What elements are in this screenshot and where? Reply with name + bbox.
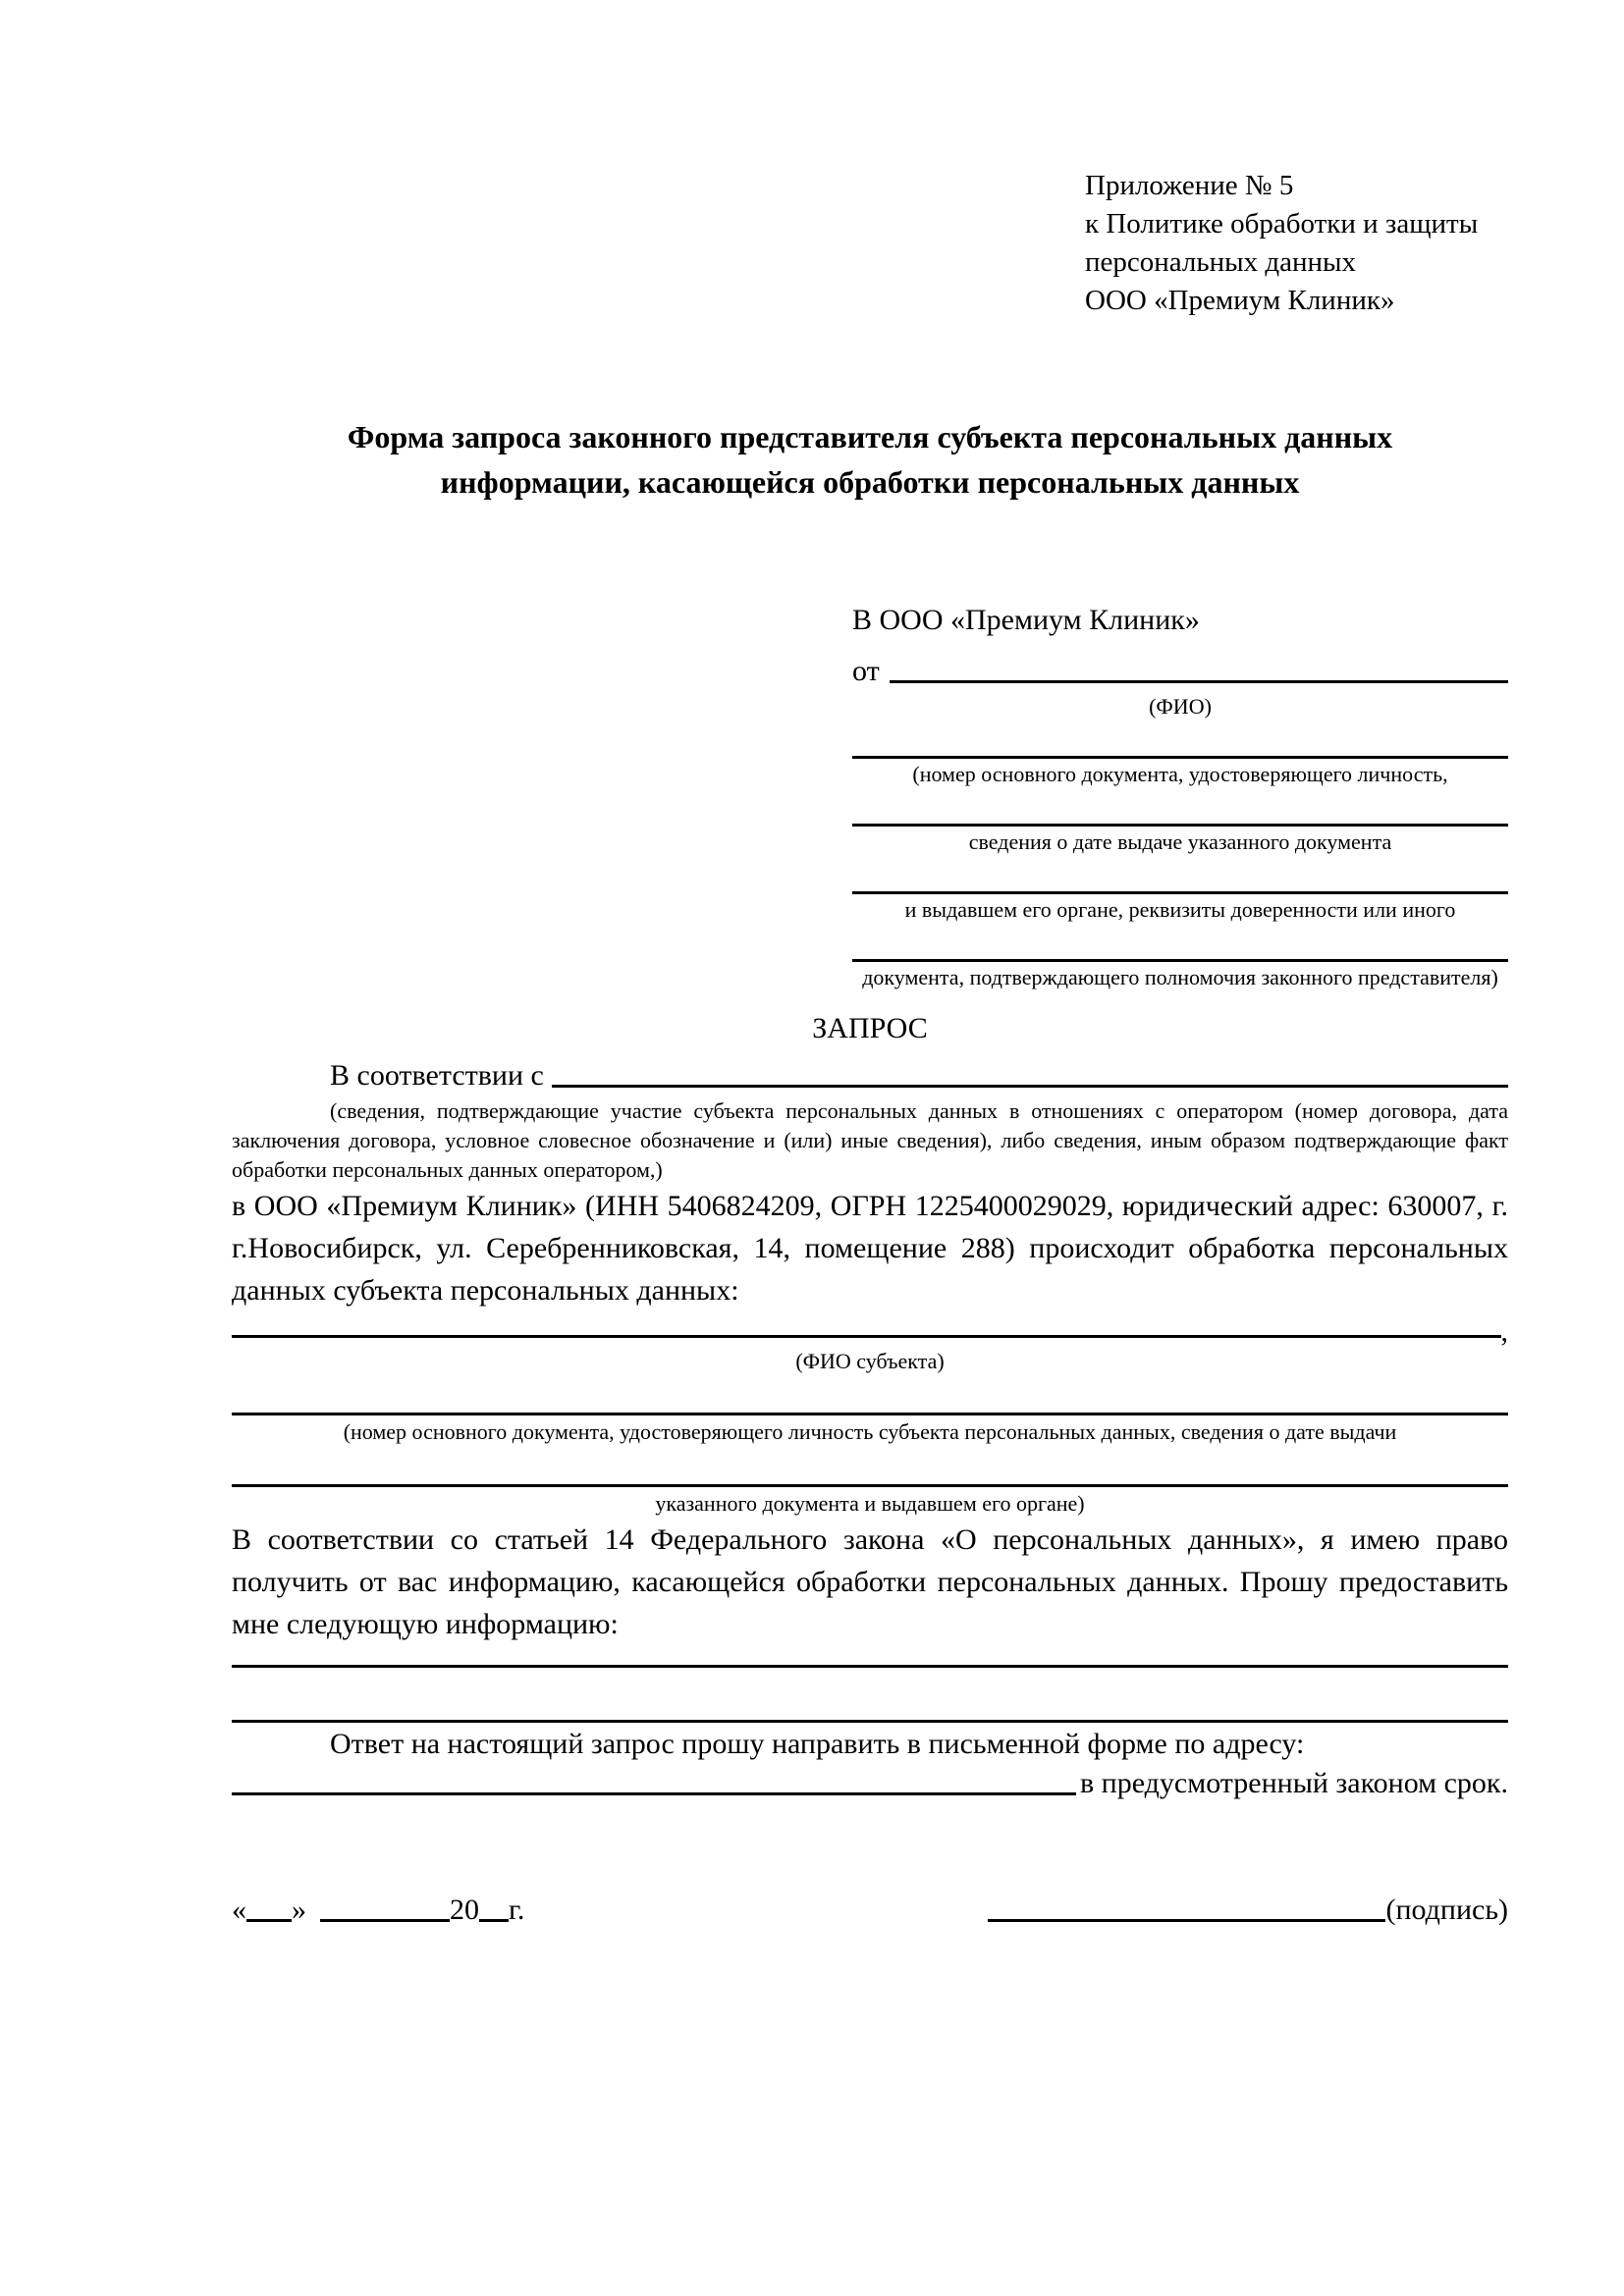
reply-address-blank-field [232,1792,1076,1795]
date-open-quote: « [232,1894,246,1926]
from-blank-field [890,680,1508,683]
appendix-line: ООО «Премиум Клиник» [1085,285,1395,316]
subject-doc-field [232,1447,1508,1519]
law-paragraph: В соответствии со статьей 14 Федерального закона «О персональных данных», я имею право получить от вас информацию, касающейся обработки персональных данных. Прошу предоставить мне следующую информацию: [232,1523,1508,1640]
signature-blank-field [988,1919,1385,1922]
appendix-header [1085,167,1508,320]
subject-fio-row [232,1311,1508,1347]
blank-field [852,924,1508,962]
blank-field [852,788,1508,827]
date-signature-row [232,1889,1508,1931]
appendix-line: персональных данных [1085,246,1357,278]
month-blank-field [320,1919,450,1922]
request-heading: ЗАПРОС [812,1012,928,1044]
intro-caption: (сведения, подтверждающие участие субъекта персональных данных в отношениях с оператором (номер договора, дата заключения договора, условное словесное обозначение и (или) иные сведения), либо сведения, иным образом подтверждающие факт обработки персональных данных оператором,) [232,1098,1508,1182]
field-caption: (номер основного документа, удостоверяющего личность, [912,762,1448,786]
blank-field [852,721,1508,759]
reply-suffix: в предусмотренный законом срок. [1080,1767,1508,1799]
addressee-block [852,599,1508,991]
subject-fio-caption: (ФИО субъекта) [795,1349,945,1373]
representative-doc-field [852,924,1508,991]
subject-fio-blank-field [232,1335,1501,1338]
field-caption: указанного документа и выдавшем его органе) [655,1491,1085,1516]
date-close-quote: » [292,1894,306,1926]
appendix-line: Приложение № 5 [1085,170,1294,201]
blank-field [232,1645,1508,1668]
blank-field [852,856,1508,894]
from-field-row [852,641,1508,692]
field-caption: сведения о дате выдаче указанного документа [968,829,1392,854]
fio-caption: (ФИО) [1149,694,1212,719]
intro-label: В соответствии с [330,1059,544,1092]
document-title-line: Форма запроса законного представителя субъекта персональных данных [347,419,1393,454]
field-caption: документа, подтверждающего полномочия законного представителя) [862,965,1498,989]
document-title [232,414,1508,505]
representative-doc-field [852,721,1508,788]
addressee-organization: В ООО «Премиум Клиник» [852,604,1200,636]
year-prefix: 20 [450,1894,479,1926]
reply-paragraph: Ответ на настоящий запрос прошу направить в письменной форме по адресу: [330,1728,1305,1760]
from-label: от [852,655,880,687]
year-suffix: г. [509,1894,525,1926]
signature-caption: (подпись) [1385,1894,1508,1926]
signature-field [988,1889,1508,1931]
document-title-line: информации, касающейся обработки персональных данных [440,464,1300,500]
blank-field [232,1447,1508,1487]
field-caption: (номер основного документа, удостоверяющего личность субъекта персональных данных, сведения о дате выдачи [343,1419,1397,1444]
intro-blank-field [552,1085,1508,1088]
representative-doc-field [852,856,1508,924]
blank-field [232,1668,1508,1723]
year-blank-field [479,1919,509,1922]
day-blank-field [246,1919,292,1922]
field-caption: и выдавшем его органе, реквизиты доверенности или иного [904,897,1456,922]
representative-doc-field [852,788,1508,856]
appendix-line: к Политике обработки и защиты [1085,208,1479,240]
intro-field-row [232,1049,1508,1096]
blank-field [232,1375,1508,1415]
subject-doc-field [232,1375,1508,1447]
date-field [232,1889,524,1931]
operator-paragraph: в ООО «Премиум Клиник» (ИНН 5406824209, ОГРН 1225400029029, юридический адрес: 630007, г. г.Новосибирск, ул. Серебренниковская, 14, помещение 288) происходит обработка персональных данных субъекта персональных данных: [232,1190,1508,1307]
subject-fio-comma: , [1500,1315,1508,1348]
reply-address-row [232,1765,1508,1804]
